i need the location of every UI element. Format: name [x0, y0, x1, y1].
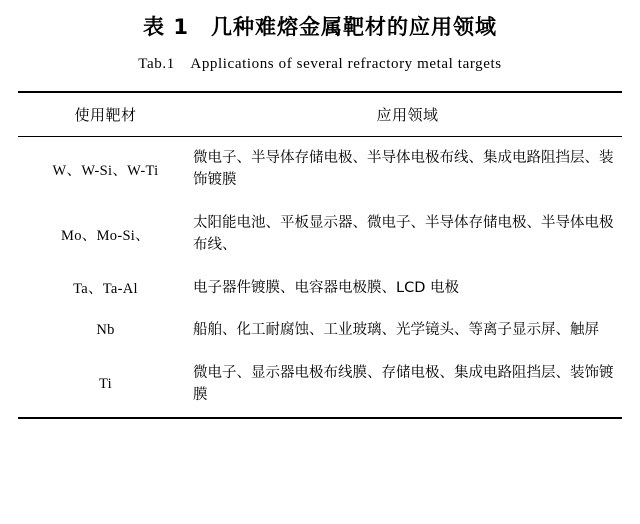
- table-row: [18, 267, 622, 309]
- table-title-english-text: Tab.1 Applications of several refractory metal targets: [138, 56, 502, 73]
- cell-application: 微电子、显示器电极布线膜、存储电极、集成电路阻挡层、装饰镀膜: [193, 364, 614, 404]
- cell-material: Mo、Mo-Si、: [61, 227, 150, 244]
- cell-material: Ta、Ta-Al: [73, 281, 138, 298]
- table-title-chinese-text: 表 1 几种难熔金属靶材的应用领域: [143, 15, 497, 39]
- table-title-english: [18, 55, 622, 75]
- table-header-row: [18, 92, 622, 137]
- cell-material: W、W-Si、W-Ti: [52, 162, 159, 179]
- cell-application: 船舶、化工耐腐蚀、工业玻璃、光学镜头、等离子显示屏、触屏: [193, 322, 599, 339]
- table-row: [18, 136, 622, 201]
- cell-material: Ti: [99, 375, 112, 392]
- table-row: [18, 309, 622, 351]
- cell-application: 电子器件镀膜、电容器电极膜、LCD 电极: [193, 279, 459, 296]
- column-header-application: 应用领域: [193, 92, 622, 137]
- column-header-material: 使用靶材: [18, 92, 193, 137]
- table-title-chinese: [18, 14, 622, 41]
- table-header: [18, 92, 622, 137]
- table-row: [18, 352, 622, 418]
- table-row: [18, 202, 622, 267]
- cell-application: 微电子、半导体存储电极、半导体电极布线、集成电路阻挡层、装饰镀膜: [193, 149, 614, 189]
- table-container: [18, 91, 622, 419]
- cell-application: 太阳能电池、平板显示器、微电子、半导体存储电极、半导体电极布线、: [193, 214, 614, 254]
- cell-material: Nb: [96, 321, 115, 338]
- refractory-metal-targets-table: [18, 91, 622, 419]
- table-body: [18, 136, 622, 417]
